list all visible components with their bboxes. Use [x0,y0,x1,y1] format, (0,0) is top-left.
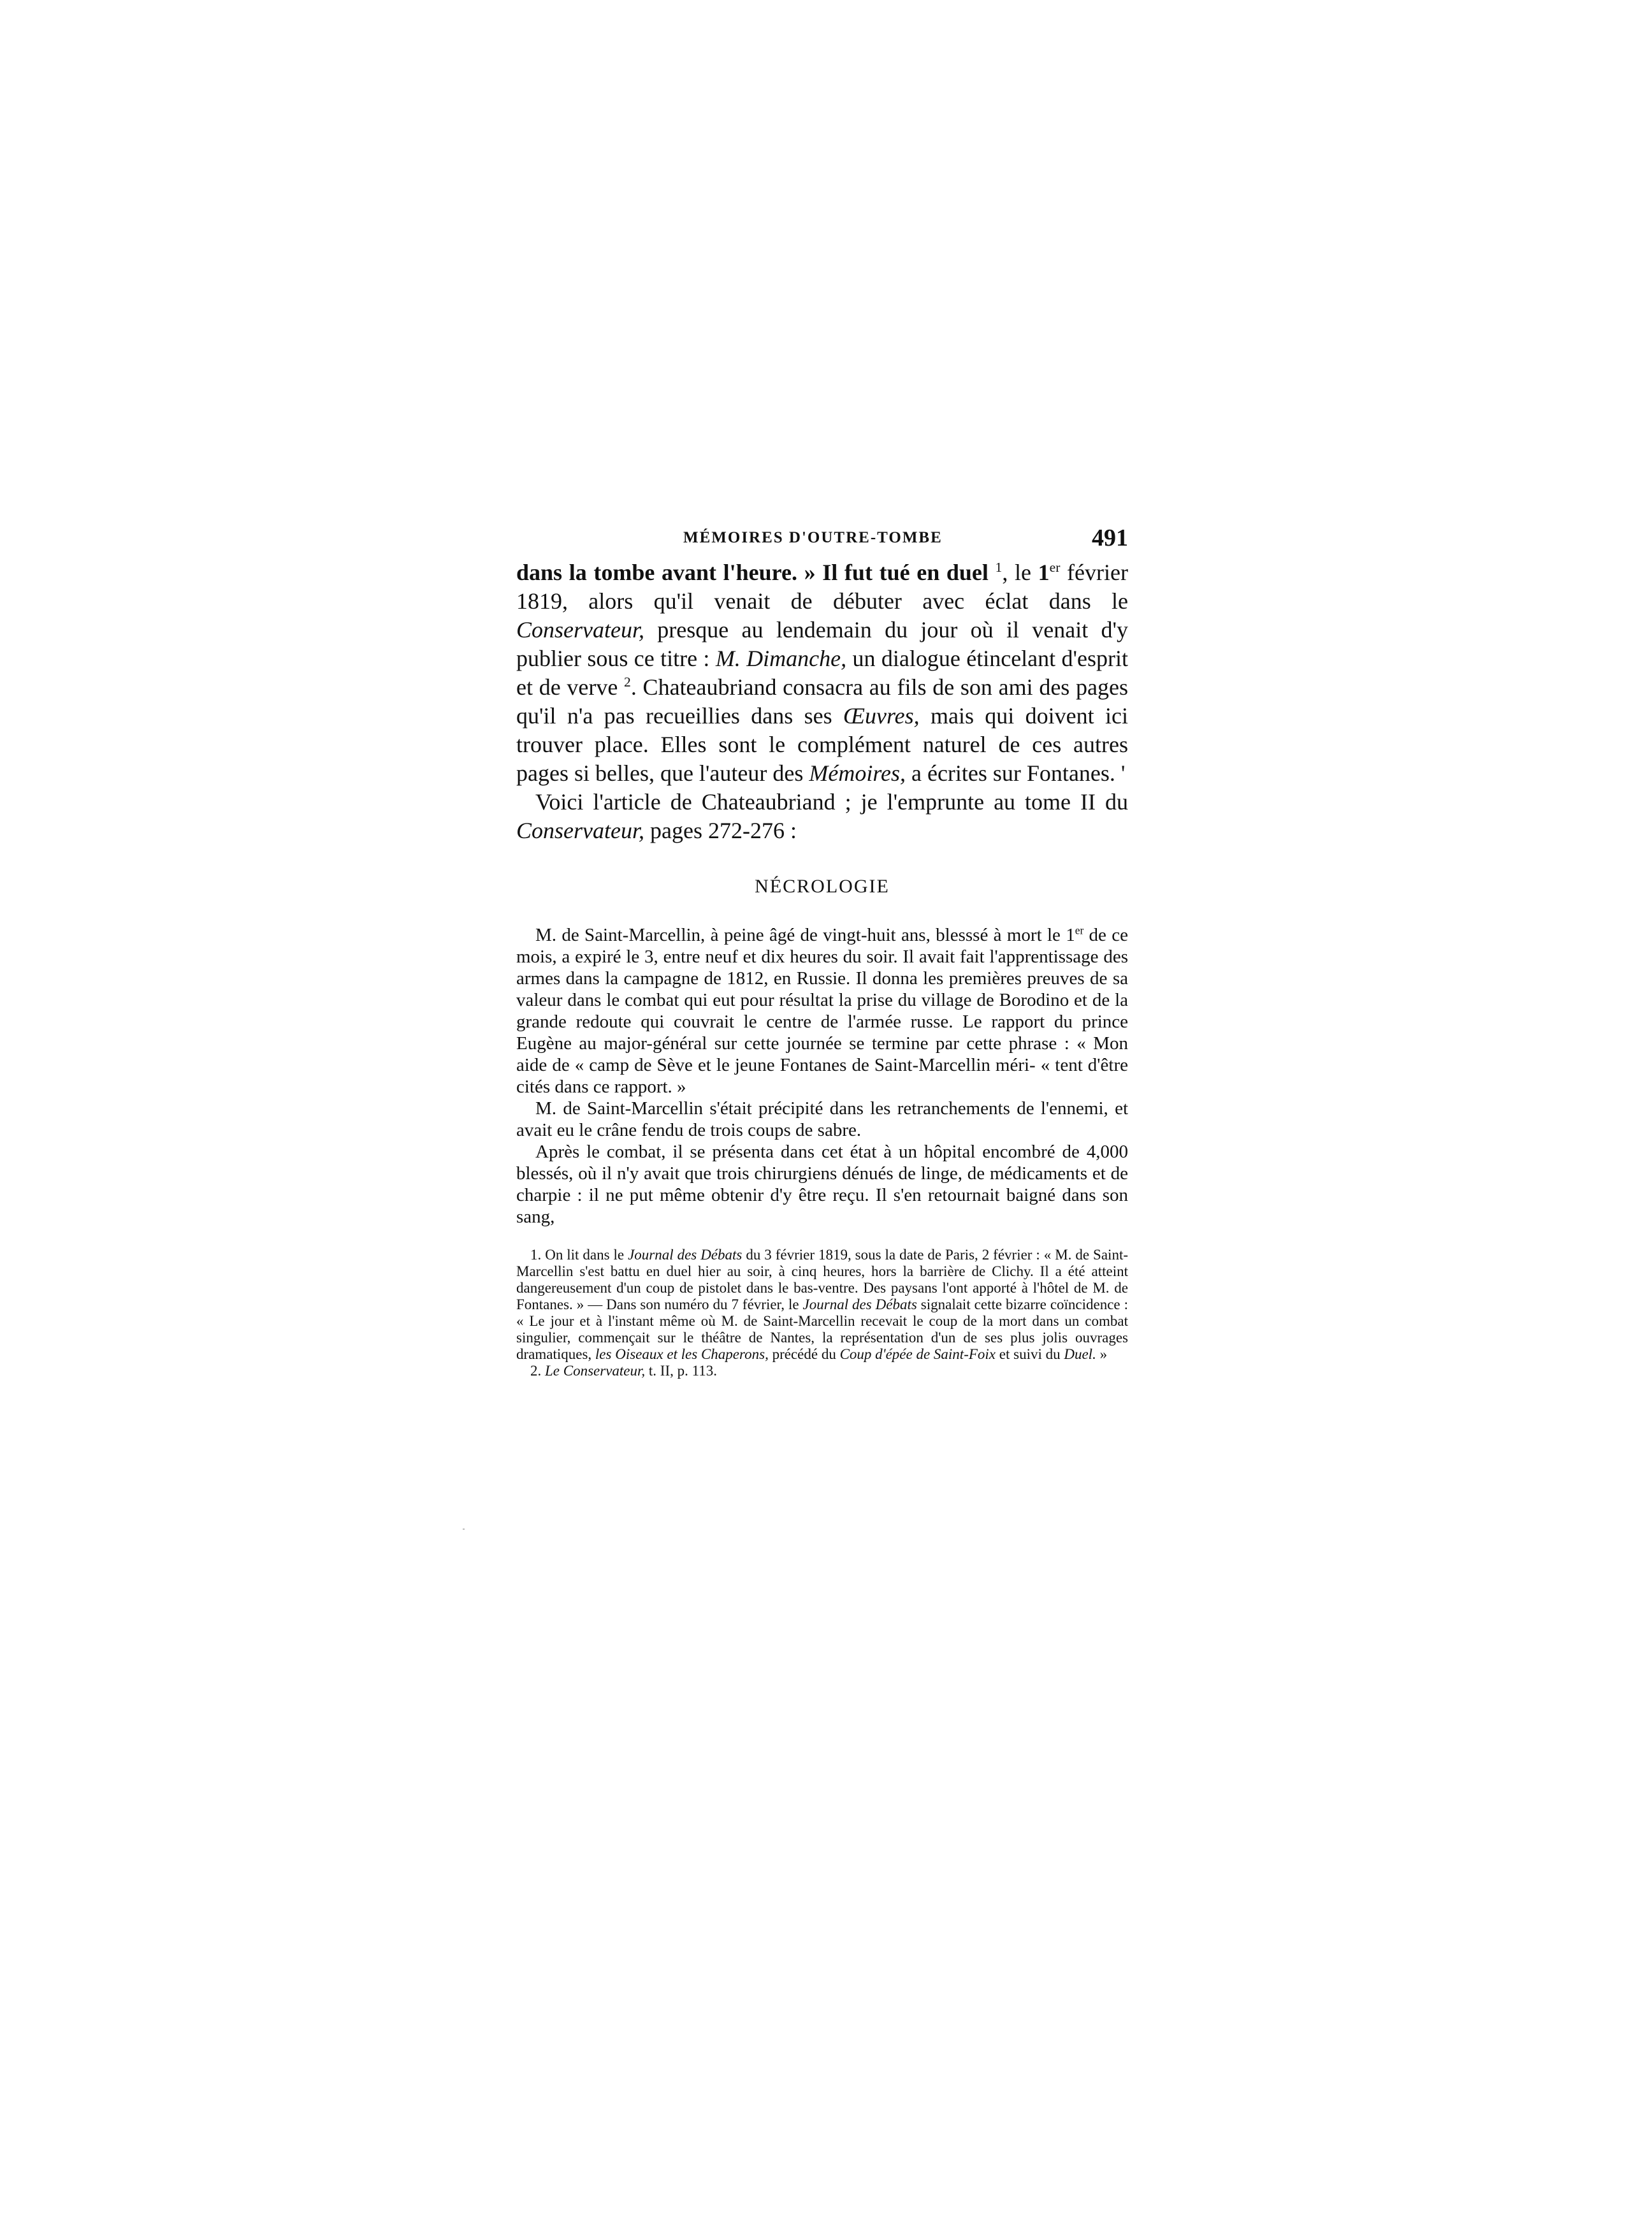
article-paragraph [516,924,1128,1098]
journal-title: Conservateur, [516,617,644,642]
body-text-run: 1 [1038,560,1050,585]
footnote-ref: 2 [624,674,631,690]
page-number: 491 [1092,525,1128,551]
ordinal-suffix: er [1075,924,1084,937]
footnote-text-run: » [1096,1346,1108,1362]
obituary-article [516,924,1128,1228]
footnote-text-run: du 3 février 1819, sous la date de Paris, 2 février : « M. de Saint-Marcellin s'est battu en duel hier au soir, à cinq heures, hors la barrière de Clichy. Il a été atteint dangereusement d'un coup de pistolet dans le bas-ventre. Des paysans l'ont apporté à l'hôtel de M. de Fontanes. » — Dans son numéro du 7 février, le [516,1247,1128,1312]
works-title: Œuvres, [843,703,920,729]
footnote-1 [516,1247,1128,1363]
body-text-run: mais qui doivent ici trouver place. Elles sont le complément naturel de ces autres pages si belles, que l'auteur des [516,703,1128,786]
running-head [516,523,1128,555]
footnote-text-run: 2. [530,1363,545,1379]
body-text-run: pages 272-276 : [644,818,797,843]
footnote-text-run: et suivi du [996,1346,1064,1362]
ordinal-suffix: er [1049,560,1061,575]
footnote-ref: 1 [995,560,1003,575]
body-paragraph [516,558,1128,788]
body-text-run: a écrites sur Fontanes. [906,760,1121,786]
dialogue-title: M. Dimanche, [715,646,847,671]
play-title: les Oiseaux et les Chaperons, [595,1346,769,1362]
body-text-run: presque au lendemain du jour où il venait d'y publier sous ce titre : [516,617,1128,671]
article-text-run: de ce mois, a expiré le 3, entre neuf et dix heures du soir. Il avait fait l'apprentissage des armes dans la campagne de 1812, en Russie. Il donna les premières preuves de sa valeur dans le combat qui eut pour résultat la prise du village de Borodino et de la grande redoute qui couvrait le centre de l'armée russe. Le rapport du prince Eugène au major-général sur cette journée se termine par cette phrase : « Mon aide de « camp de Sève et le jeune Fontanes de Saint-Marcellin méri- « tent d'être cités dans ce rapport. » [516,925,1129,1097]
article-paragraph: Après le combat, il se présenta dans cet état à un hôpital encombré de 4,000 blessés, où il n'y avait que trois chirurgiens dénués de linge, de médicaments et de charpie : il ne put même obtenir d'y être reçu. Il s'en retournait baigné dans son sang, [516,1142,1128,1227]
article-text-run: M. de Saint-Marcellin, à peine âgé de vingt-huit ans, blesssé à mort le [535,925,1066,945]
body-text-run: , le [1002,560,1038,585]
body-text-run: un dialogue étincelant d'esprit et de verve [516,646,1128,700]
article-paragraph: M. de Saint-Marcellin s'était précipité dans les retranchements de l'ennemi, et avait eu le crâne fendu de trois coups de sabre. [516,1098,1128,1140]
stray-mark-text: ' [1120,760,1126,786]
book-page [516,523,1128,1379]
running-title: MÉMOIRES D'OUTRE-TOMBE [683,529,943,546]
journal-title: Conservateur, [516,818,644,843]
body-paragraph [516,788,1128,845]
footnote-2 [516,1363,1128,1379]
footnote-text-run: précédé du [768,1346,840,1362]
main-text [516,558,1128,845]
body-text-run: février 1819, alors qu'il venait de débuter avec éclat dans le [516,560,1128,614]
play-title: Coup d'épée de Saint-Foix [839,1346,996,1362]
footnote-text-run: 1. On lit dans le [530,1247,628,1263]
body-text-run: Voici l'article de Chateaubriand ; je l'emprunte au tome II du [535,789,1128,815]
body-text-run: dans la tombe avant l'heure. » Il fut tué en duel [516,560,996,585]
journal-title: Le Conservateur, [545,1363,646,1379]
article-text-run: 1 [1066,925,1075,945]
memoires-title: Mémoires, [809,760,906,786]
play-title: Duel. [1064,1346,1096,1362]
footnote-text-run: signalait cette bizarre coïncidence : « Le jour et à l'instant même où M. de Saint-Marcellin recevait le coup de la mort dans un combat singulier, commençait sur le théâtre de Nantes, la représentation d'un de ses plus jolis ouvrages dramatiques, [516,1296,1128,1362]
scan-speck [463,1528,465,1530]
section-title: NÉCROLOGIE [755,876,890,897]
footnote-text-run: t. II, p. 113. [645,1363,718,1379]
footnotes [516,1247,1128,1379]
journal-title: Journal des Débats [628,1247,743,1263]
body-text-run: . Chateaubriand consacra au fils de son ami des pages qu'il n'a pas recueillies dans ses [516,674,1128,729]
journal-title: Journal des Débats [802,1296,917,1312]
